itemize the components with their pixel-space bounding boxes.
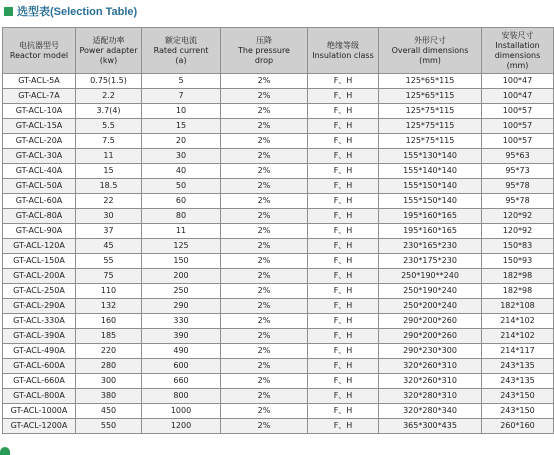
cell-power: 380 <box>76 389 142 404</box>
cell-power: 280 <box>76 359 142 374</box>
cell-pressure-drop: 2% <box>221 134 308 149</box>
cell-power: 550 <box>76 419 142 434</box>
header-power-adapter <box>76 28 142 74</box>
cell-power: 37 <box>76 224 142 239</box>
cell-model: GT-ACL-200A <box>3 269 76 284</box>
table-row <box>3 254 554 269</box>
header-en: Reactor model <box>9 50 69 60</box>
cell-overall-dim: 125*75*115 <box>379 119 482 134</box>
cell-current: 50 <box>142 179 221 194</box>
header-en: The pressure <box>238 45 290 55</box>
cell-current: 11 <box>142 224 221 239</box>
cell-current: 30 <box>142 149 221 164</box>
cell-install-dim: 182*98 <box>482 269 554 284</box>
cell-overall-dim: 290*200*260 <box>379 314 482 329</box>
cell-overall-dim: 250*190*240 <box>379 284 482 299</box>
cell-overall-dim: 155*140*140 <box>379 164 482 179</box>
cell-current: 20 <box>142 134 221 149</box>
cell-current: 600 <box>142 359 221 374</box>
table-row <box>3 164 554 179</box>
cell-insulation: F、H <box>308 254 379 269</box>
cell-install-dim: 95*78 <box>482 179 554 194</box>
cell-pressure-drop: 2% <box>221 74 308 89</box>
cell-insulation: F、H <box>308 224 379 239</box>
cell-current: 125 <box>142 239 221 254</box>
cell-model: GT-ACL-40A <box>3 164 76 179</box>
table-row <box>3 329 554 344</box>
table-row <box>3 239 554 254</box>
cell-overall-dim: 250*190**240 <box>379 269 482 284</box>
cell-insulation: F、H <box>308 194 379 209</box>
cell-model: GT-ACL-490A <box>3 344 76 359</box>
cell-insulation: F、H <box>308 149 379 164</box>
cell-pressure-drop: 2% <box>221 269 308 284</box>
cell-pressure-drop: 2% <box>221 344 308 359</box>
header-cn: 外形尺寸 <box>414 35 446 45</box>
header-cn: 安装尺寸 <box>501 30 534 40</box>
cell-power: 22 <box>76 194 142 209</box>
cell-overall-dim: 320*260*310 <box>379 374 482 389</box>
cell-insulation: F、H <box>308 239 379 254</box>
table-row <box>3 404 554 419</box>
header-en: Rated current <box>153 45 209 55</box>
cell-model: GT-ACL-1200A <box>3 419 76 434</box>
cell-install-dim: 243*135 <box>482 374 554 389</box>
table-body <box>3 74 554 434</box>
cell-power: 55 <box>76 254 142 269</box>
cell-install-dim: 100*57 <box>482 119 554 134</box>
cell-pressure-drop: 2% <box>221 194 308 209</box>
cell-current: 10 <box>142 104 221 119</box>
cell-install-dim: 95*73 <box>482 164 554 179</box>
cell-overall-dim: 250*200*240 <box>379 299 482 314</box>
cell-power: 7.5 <box>76 134 142 149</box>
header-unit: (a) <box>175 55 187 65</box>
cell-pressure-drop: 2% <box>221 209 308 224</box>
table-row <box>3 74 554 89</box>
cell-power: 0.75(1.5) <box>76 74 142 89</box>
table-row <box>3 149 554 164</box>
cell-pressure-drop: 2% <box>221 284 308 299</box>
table-row <box>3 344 554 359</box>
header-cn: 适配功率 <box>92 35 125 45</box>
cell-pressure-drop: 2% <box>221 164 308 179</box>
table-header-row <box>3 28 554 74</box>
cell-install-dim: 214*117 <box>482 344 554 359</box>
cell-install-dim: 150*93 <box>482 254 554 269</box>
cell-current: 390 <box>142 329 221 344</box>
cell-pressure-drop: 2% <box>221 419 308 434</box>
table-row <box>3 269 554 284</box>
cell-model: GT-ACL-20A <box>3 134 76 149</box>
cell-pressure-drop: 2% <box>221 359 308 374</box>
cell-model: GT-ACL-7A <box>3 89 76 104</box>
cell-power: 11 <box>76 149 142 164</box>
cell-pressure-drop: 2% <box>221 149 308 164</box>
cell-overall-dim: 125*75*115 <box>379 134 482 149</box>
title-bullet-icon <box>4 7 13 16</box>
cell-model: GT-ACL-1000A <box>3 404 76 419</box>
cell-install-dim: 182*98 <box>482 284 554 299</box>
cell-model: GT-ACL-800A <box>3 389 76 404</box>
table-row <box>3 284 554 299</box>
cell-current: 330 <box>142 314 221 329</box>
cell-pressure-drop: 2% <box>221 314 308 329</box>
cell-power: 15 <box>76 164 142 179</box>
cell-pressure-drop: 2% <box>221 104 308 119</box>
cell-model: GT-ACL-390A <box>3 329 76 344</box>
cell-insulation: F、H <box>308 314 379 329</box>
table-row <box>3 179 554 194</box>
cell-model: GT-ACL-50A <box>3 179 76 194</box>
cell-insulation: F、H <box>308 209 379 224</box>
header-cn: 电抗器型号 <box>19 40 59 50</box>
cell-model: GT-ACL-30A <box>3 149 76 164</box>
cell-install-dim: 120*92 <box>482 209 554 224</box>
cell-model: GT-ACL-80A <box>3 209 76 224</box>
cell-model: GT-ACL-330A <box>3 314 76 329</box>
table-row <box>3 224 554 239</box>
cell-pressure-drop: 2% <box>221 404 308 419</box>
cell-pressure-drop: 2% <box>221 374 308 389</box>
cell-insulation: F、H <box>308 164 379 179</box>
cell-power: 2.2 <box>76 89 142 104</box>
cell-current: 1200 <box>142 419 221 434</box>
cell-overall-dim: 320*260*310 <box>379 359 482 374</box>
table-row <box>3 89 554 104</box>
header-en-line2: drop <box>254 55 274 65</box>
cell-model: GT-ACL-600A <box>3 359 76 374</box>
cell-overall-dim: 320*280*310 <box>379 389 482 404</box>
cell-overall-dim: 155*150*140 <box>379 194 482 209</box>
cell-insulation: F、H <box>308 269 379 284</box>
cell-pressure-drop: 2% <box>221 299 308 314</box>
header-en: Power adapter <box>79 45 138 55</box>
header-en-line2: dimensions <box>494 50 541 60</box>
table-row <box>3 314 554 329</box>
cell-overall-dim: 125*65*115 <box>379 89 482 104</box>
page-title: 选型表(Selection Table) <box>17 6 138 18</box>
cell-pressure-drop: 2% <box>221 239 308 254</box>
header-reactor-model <box>3 28 76 74</box>
cell-pressure-drop: 2% <box>221 179 308 194</box>
cell-current: 80 <box>142 209 221 224</box>
cell-insulation: F、H <box>308 104 379 119</box>
cell-pressure-drop: 2% <box>221 329 308 344</box>
cell-install-dim: 150*83 <box>482 239 554 254</box>
cell-power: 110 <box>76 284 142 299</box>
cell-model: GT-ACL-15A <box>3 119 76 134</box>
cell-model: GT-ACL-90A <box>3 224 76 239</box>
cell-current: 1000 <box>142 404 221 419</box>
corner-decoration <box>0 447 10 455</box>
table-row <box>3 194 554 209</box>
cell-overall-dim: 290*200*260 <box>379 329 482 344</box>
cell-overall-dim: 125*75*115 <box>379 104 482 119</box>
cell-model: GT-ACL-290A <box>3 299 76 314</box>
cell-insulation: F、H <box>308 374 379 389</box>
cell-model: GT-ACL-250A <box>3 284 76 299</box>
cell-power: 18.5 <box>76 179 142 194</box>
table-row <box>3 359 554 374</box>
cell-install-dim: 100*57 <box>482 134 554 149</box>
cell-current: 60 <box>142 194 221 209</box>
header-unit: (mm) <box>506 60 529 70</box>
cell-insulation: F、H <box>308 329 379 344</box>
cell-pressure-drop: 2% <box>221 224 308 239</box>
cell-model: GT-ACL-60A <box>3 194 76 209</box>
cell-power: 160 <box>76 314 142 329</box>
cell-install-dim: 100*47 <box>482 89 554 104</box>
cell-power: 45 <box>76 239 142 254</box>
cell-overall-dim: 195*160*165 <box>379 224 482 239</box>
cell-current: 490 <box>142 344 221 359</box>
header-pressure-drop <box>221 28 308 74</box>
cell-power: 5.5 <box>76 119 142 134</box>
table-row <box>3 104 554 119</box>
cell-install-dim: 100*47 <box>482 74 554 89</box>
cell-install-dim: 95*63 <box>482 149 554 164</box>
cell-install-dim: 95*78 <box>482 194 554 209</box>
cell-power: 220 <box>76 344 142 359</box>
table-row <box>3 299 554 314</box>
header-rated-current <box>142 28 221 74</box>
cell-overall-dim: 230*175*230 <box>379 254 482 269</box>
cell-install-dim: 182*108 <box>482 299 554 314</box>
cell-model: GT-ACL-5A <box>3 74 76 89</box>
cell-insulation: F、H <box>308 119 379 134</box>
cell-power: 450 <box>76 404 142 419</box>
cell-power: 300 <box>76 374 142 389</box>
cell-overall-dim: 195*160*165 <box>379 209 482 224</box>
cell-pressure-drop: 2% <box>221 119 308 134</box>
cell-power: 75 <box>76 269 142 284</box>
cell-current: 200 <box>142 269 221 284</box>
header-insulation-class <box>308 28 379 74</box>
cell-pressure-drop: 2% <box>221 254 308 269</box>
cell-overall-dim: 155*150*140 <box>379 179 482 194</box>
cell-power: 185 <box>76 329 142 344</box>
cell-insulation: F、H <box>308 344 379 359</box>
header-unit: (mm) <box>419 55 441 65</box>
cell-current: 250 <box>142 284 221 299</box>
cell-current: 7 <box>142 89 221 104</box>
selection-table <box>2 27 554 434</box>
cell-current: 150 <box>142 254 221 269</box>
cell-insulation: F、H <box>308 359 379 374</box>
cell-insulation: F、H <box>308 404 379 419</box>
header-cn: 额定电流 <box>165 35 197 45</box>
header-cn: 压降 <box>256 35 272 45</box>
header-overall-dimensions <box>379 28 482 74</box>
table-row <box>3 119 554 134</box>
cell-pressure-drop: 2% <box>221 89 308 104</box>
cell-insulation: F、H <box>308 284 379 299</box>
cell-overall-dim: 125*65*115 <box>379 74 482 89</box>
cell-insulation: F、H <box>308 299 379 314</box>
cell-current: 290 <box>142 299 221 314</box>
header-unit: (kw) <box>99 55 118 65</box>
table-row <box>3 419 554 434</box>
cell-insulation: F、H <box>308 89 379 104</box>
cell-overall-dim: 230*165*230 <box>379 239 482 254</box>
cell-install-dim: 214*102 <box>482 329 554 344</box>
cell-install-dim: 243*135 <box>482 359 554 374</box>
cell-install-dim: 243*150 <box>482 404 554 419</box>
cell-install-dim: 243*150 <box>482 389 554 404</box>
cell-overall-dim: 290*230*300 <box>379 344 482 359</box>
cell-overall-dim: 365*300*435 <box>379 419 482 434</box>
cell-insulation: F、H <box>308 389 379 404</box>
cell-model: GT-ACL-120A <box>3 239 76 254</box>
table-row <box>3 389 554 404</box>
cell-model: GT-ACL-660A <box>3 374 76 389</box>
cell-current: 660 <box>142 374 221 389</box>
cell-insulation: F、H <box>308 134 379 149</box>
cell-overall-dim: 320*280*340 <box>379 404 482 419</box>
cell-current: 15 <box>142 119 221 134</box>
cell-overall-dim: 155*130*140 <box>379 149 482 164</box>
cell-install-dim: 214*102 <box>482 314 554 329</box>
cell-power: 3.7(4) <box>76 104 142 119</box>
cell-insulation: F、H <box>308 419 379 434</box>
cell-pressure-drop: 2% <box>221 389 308 404</box>
cell-model: GT-ACL-10A <box>3 104 76 119</box>
header-en: Overall dimensions <box>391 45 469 55</box>
cell-install-dim: 260*160 <box>482 419 554 434</box>
table-row <box>3 209 554 224</box>
cell-current: 40 <box>142 164 221 179</box>
cell-model: GT-ACL-150A <box>3 254 76 269</box>
cell-current: 5 <box>142 74 221 89</box>
title-bar <box>0 0 554 22</box>
cell-insulation: F、H <box>308 179 379 194</box>
header-en: Insulation class <box>312 50 374 60</box>
cell-insulation: F、H <box>308 74 379 89</box>
table-row <box>3 134 554 149</box>
table-row <box>3 374 554 389</box>
cell-install-dim: 100*57 <box>482 104 554 119</box>
cell-install-dim: 120*92 <box>482 224 554 239</box>
cell-power: 132 <box>76 299 142 314</box>
header-en: Installation <box>495 40 540 50</box>
cell-power: 30 <box>76 209 142 224</box>
header-cn: 绝缘等级 <box>327 40 359 50</box>
cell-current: 800 <box>142 389 221 404</box>
header-installation-dimensions <box>482 28 554 74</box>
